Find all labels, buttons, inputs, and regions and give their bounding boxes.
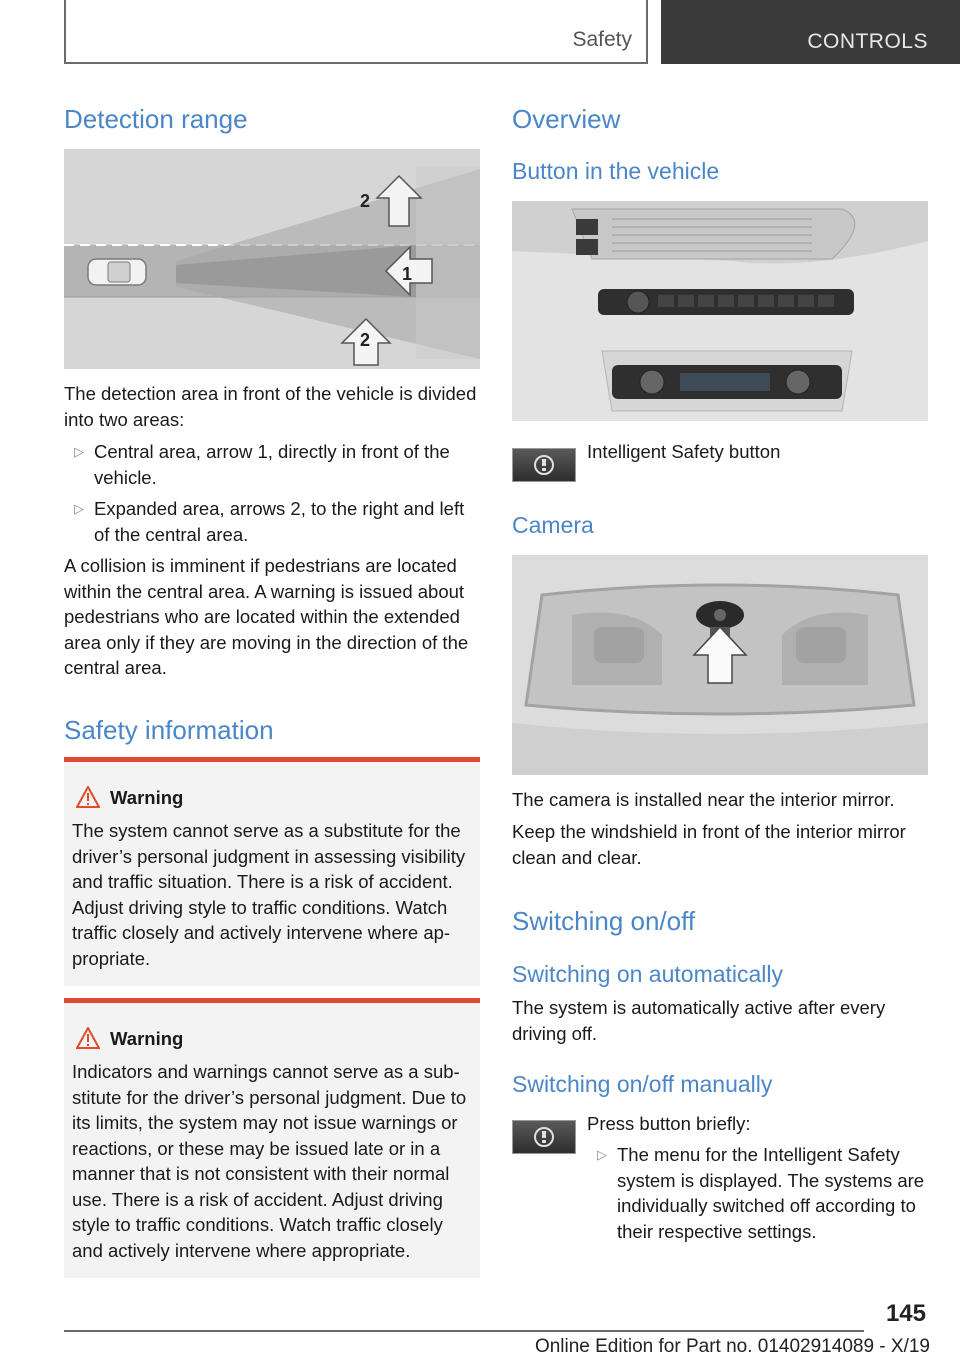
- intelligent-safety-button-icon: [512, 448, 576, 482]
- car-icon: [88, 259, 146, 285]
- warning-box-2: [64, 998, 480, 1278]
- bullet-triangle-icon: ▷: [74, 501, 84, 516]
- detection-range-title: Detection range: [64, 104, 248, 134]
- footer-edition: Online Edition for Part no. 01402914089 - X/19: [534, 1336, 930, 1357]
- list-item: ▷ Central area, arrow 1, directly in front of the vehicle.: [74, 441, 450, 488]
- warning-triangle-icon: [76, 1027, 100, 1049]
- switching-on-off-manually-subtitle: Switching on/off manually: [512, 1071, 773, 1097]
- warning-box-1: [64, 757, 480, 986]
- switching-on-off-title: Switching on/off: [512, 906, 696, 936]
- switching-on-automatically-subtitle: Switching on automatically: [512, 961, 784, 987]
- header-chapter: CONTROLS: [807, 30, 928, 53]
- page-number: 145: [885, 1300, 926, 1327]
- dashboard-photo: [512, 201, 928, 421]
- collision-text: A collision is imminent if pedestrians are located within the central area. A warning is issued about pedestrians who are located within the extended area only if they are moving in the direction of the central area.: [64, 555, 469, 678]
- camera-illustration: [512, 555, 928, 775]
- intelligent-safety-button-label: Intelligent Safety button: [587, 441, 781, 462]
- detection-intro: The detection area in front of the vehicle is divided into two areas:: [64, 383, 477, 430]
- warning-text: The system cannot serve as a substitute for the driver’s personal judgment in assessing visibility and traffic situation. There is a risk of accident. Adjust driving style to traffic conditions. Watch traffic closely and actively intervene where appropriate.: [72, 820, 466, 969]
- intelligent-safety-button-icon: [512, 1120, 576, 1154]
- detection-range-figure: [64, 149, 480, 369]
- safety-information-title: Safety information: [64, 715, 274, 745]
- header-section-box: [64, 0, 648, 64]
- overview-title: Overview: [512, 104, 621, 134]
- camera-photo: [512, 555, 928, 775]
- header-chapter-box: [661, 0, 960, 64]
- warning-text: Indicators and warnings cannot serve as a substitute for the driver’s personal judgment. Due to its limits, the system may not issue warnings or reactions, or these may be issued late or in a manner that is not consistent with their normal use. There is a risk of accident. Adjust driving style to traffic conditions. Watch traffic closely and actively intervene where appropriate.: [72, 1061, 467, 1261]
- auto-text: The system is automatically active after every driving off.: [512, 997, 886, 1044]
- list-item: ▷ Expanded area, arrows 2, to the right and left of the central area.: [74, 498, 465, 545]
- camera-text-2: Keep the windshield in front of the interior mirror clean and clear.: [512, 821, 906, 868]
- warning-title: Warning: [110, 787, 184, 808]
- button-in-vehicle-subtitle: Button in the vehicle: [512, 158, 720, 184]
- list-item: ▷ The menu for the Intelligent Safety system is displayed. The systems are individually switched off according to their respective settings.: [597, 1144, 925, 1242]
- header-section: Safety: [572, 28, 632, 51]
- warning-title: Warning: [110, 1028, 184, 1049]
- manual-press-text: Press button briefly:: [587, 1113, 751, 1134]
- footer-divider: [64, 1330, 864, 1332]
- bullet-triangle-icon: ▷: [597, 1147, 607, 1162]
- camera-text-1: The camera is installed near the interior mirror.: [512, 789, 895, 810]
- warning-triangle-icon: [76, 786, 100, 808]
- figure-label-2-top: 2: [360, 191, 371, 211]
- detection-range-diagram: [64, 149, 480, 369]
- figure-label-1: 1: [402, 264, 413, 284]
- dashboard-illustration: [512, 201, 928, 421]
- bullet-triangle-icon: ▷: [74, 444, 84, 459]
- camera-subtitle: Camera: [512, 512, 594, 538]
- figure-label-2-bottom: 2: [360, 330, 371, 350]
